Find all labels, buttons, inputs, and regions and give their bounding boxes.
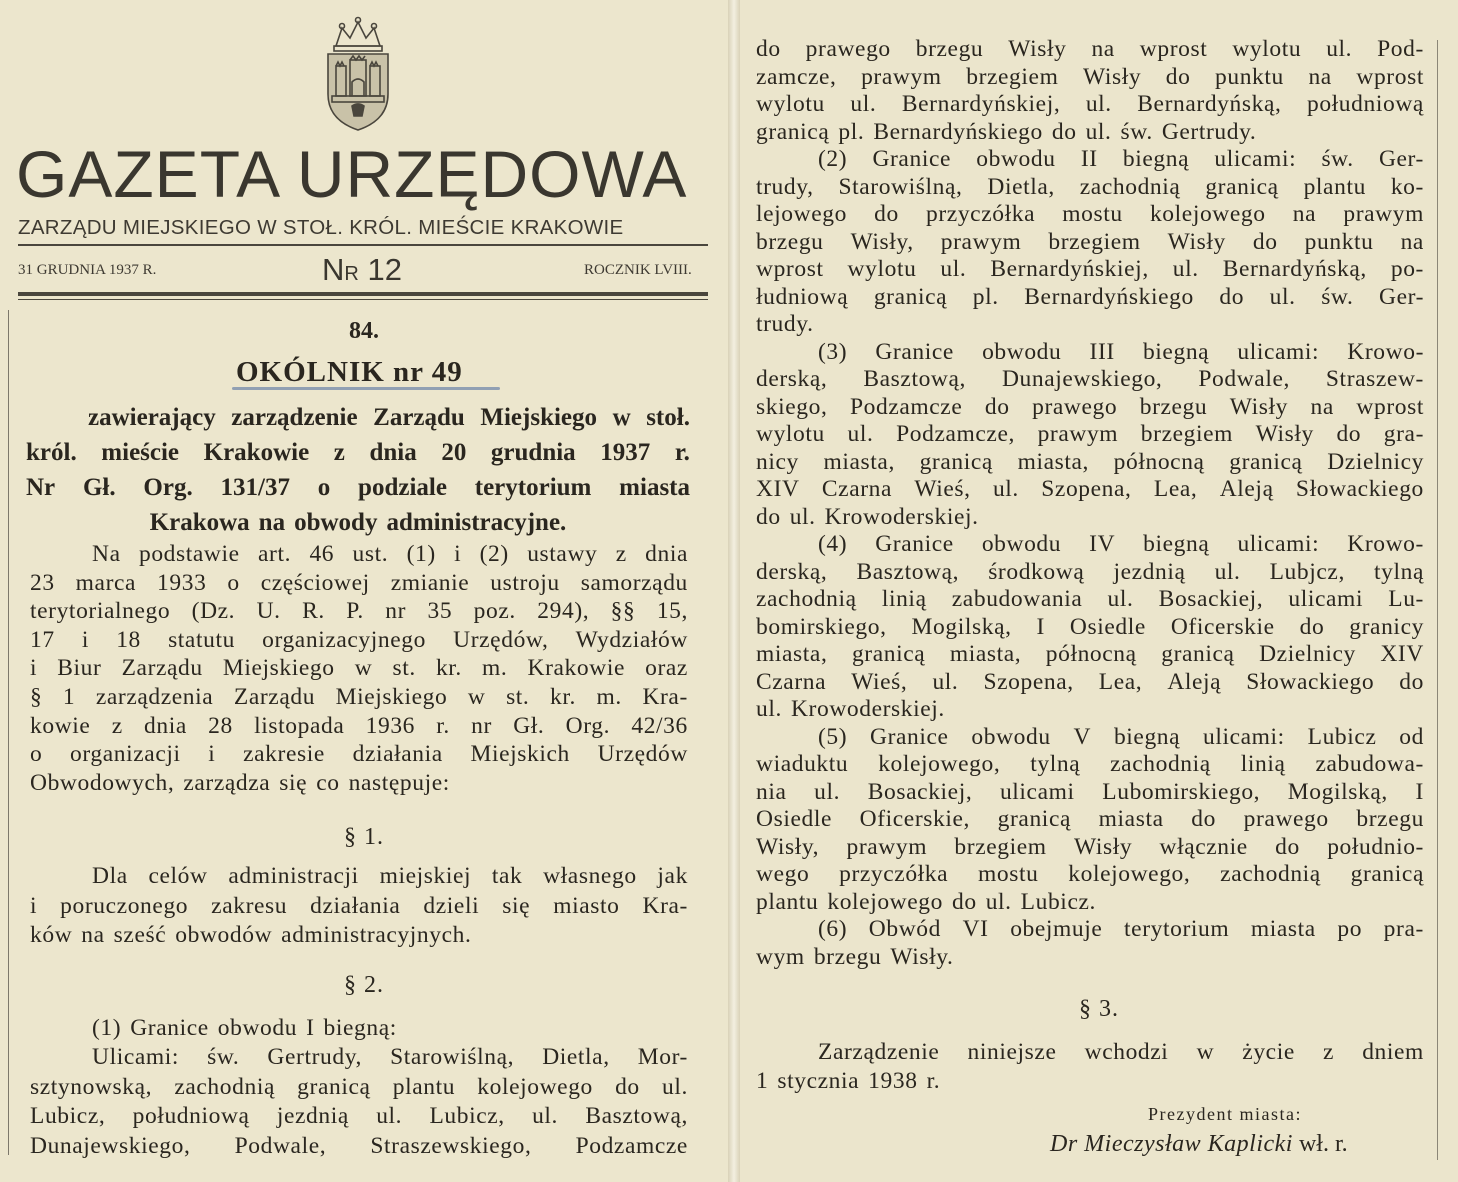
krakow-crest-icon: [322, 16, 394, 132]
text-line: (5) Granice obwodu V biegną ulicami: Lubicz od: [818, 723, 1424, 750]
text-line: 17 i 18 statutu organizacyjnego Urzędów, Wydziałów: [30, 626, 688, 653]
text-line: do ul. Krowoderskiej.: [756, 503, 979, 530]
text-line: (6) Obwód VI obejmuje terytorium miasta po pra-: [818, 916, 1424, 942]
text-line: Obwodowych, zarządza się co następuje:: [30, 769, 450, 796]
text-line: 1 stycznia 1938 r.: [756, 1068, 941, 1094]
section-3-body: [756, 1038, 1424, 1096]
text-line: (3) Granice obwodu III biegną ulicami: Krowo-: [818, 338, 1424, 365]
text-line: zachodnią linią zabudowania ul. Bosackiej, ulicami Lu-: [756, 586, 1424, 612]
text-line: (4) Granice obwodu IV biegną ulicami: Krowo-: [818, 531, 1424, 557]
masthead-title: GAZETA URZĘDOWA: [16, 137, 688, 211]
text-line: (1) Granice obwodu I biegną:: [92, 1015, 397, 1041]
text-line: łudniową granicą pl. Bernardyńskiego do ul. św. Ger-: [756, 283, 1424, 310]
article-subject: [26, 400, 690, 540]
text-line: Dla celów administracji miejskiej tak własnego jak: [92, 863, 688, 889]
text-line: Zarządzenie niniejsze wchodzi w życie z dniem: [818, 1039, 1424, 1065]
text-line: do prawego brzegu Wisły na wprost wylotu ul. Pod-: [756, 36, 1424, 62]
text-line: zawierający zarządzenie Zarządu Miejskiego w stoł.: [88, 404, 690, 431]
text-line: sztynowską, zachodnią granicą plantu kolejowego do ul.: [30, 1073, 688, 1100]
text-line: o organizacji i zakresie działania Miejskich Urzędów: [30, 741, 688, 768]
section-3-sign: § 3.: [1079, 996, 1119, 1022]
text-line: Dunajewskiego, Podwale, Straszewskiego, Podzamcze: [30, 1132, 688, 1159]
section-2-sign: § 2.: [344, 972, 384, 998]
issue-number-prefix: N: [322, 252, 345, 287]
text-line: wym brzegu Wisły.: [756, 943, 954, 970]
text-line: 23 marca 1933 o częściowej zmianie ustroju samorządu: [30, 569, 688, 596]
section-2-continued: [756, 36, 1424, 971]
signature-title: Prezydent miasta:: [1148, 1104, 1302, 1124]
signature-suffix: wł. r.: [1298, 1131, 1348, 1157]
text-line: Lubicz, południową jezdnią ul. Lubicz, ul. Basztową,: [30, 1103, 688, 1130]
signatory-name: Dr Mieczysław Kaplicki: [1050, 1131, 1293, 1157]
right-margin-line: [1437, 40, 1438, 1160]
text-line: bomirskiego, Mogilską, I Osiedle Oficerskie do granicy: [756, 613, 1424, 640]
text-line: brzegu Wisły, prawym brzegiem Wisły do punktu na: [756, 228, 1424, 255]
text-line: Na podstawie art. 46 ust. (1) i (2) ustawy z dnia: [92, 541, 688, 567]
text-line: wylotu ul. Bernardyńskiej, ul. Bernardyńską, południową: [756, 91, 1424, 117]
signature: [1050, 1131, 1348, 1158]
text-line: (2) Granice obwodu II biegną ulicami: św. Ger-: [818, 146, 1424, 172]
text-line: ków na sześć obwodów administracyjnych.: [30, 922, 472, 948]
text-line: Osiedle Oficerskie, granicą miasta do prawego brzegu: [756, 806, 1424, 832]
text-line: i poruczonego zakresu działania dzieli się miasto Kra-: [30, 892, 688, 919]
text-line: wiaduktu kolejowego, tylną zachodnią linią zabudowa-: [756, 751, 1424, 777]
text-line: wego przyczółka mostu kolejowego, zachodnią granicą: [756, 861, 1424, 887]
text-line: nia ul. Bosackiej, ulicami Lubomirskiego, Mogilską, I: [756, 778, 1424, 805]
text-line: kowie z dnia 28 listopada 1936 r. nr Gł. Org. 42/36: [30, 712, 688, 739]
preamble: [30, 540, 688, 797]
masthead-rule: [18, 244, 708, 246]
issue-volume: ROCZNIK LVIII.: [584, 262, 692, 278]
text-line: zamcze, prawym brzegiem Wisły do punktu na wprost: [756, 63, 1424, 90]
issue-number-value: 12: [367, 252, 402, 287]
text-line: trudy.: [756, 311, 814, 337]
page-gutter: [728, 0, 740, 1182]
text-line: terytorialnego (Dz. U. R. P. nr 35 poz. 294), §§ 15,: [30, 598, 688, 625]
text-line: trudy, Starowiślną, Dietla, zachodnią granicą plantu ko-: [756, 173, 1424, 200]
text-line: Krakowa na obwody administracyjne.: [149, 509, 567, 536]
text-line: plantu kolejowego do ul. Lubicz.: [756, 888, 1096, 915]
section-1-sign: § 1.: [344, 824, 384, 850]
text-line: miasta, granicą miasta, północną granicą Dzielnicy XIV: [756, 641, 1424, 667]
masthead-subtitle: ZARZĄDU MIEJSKIEGO W STOŁ. KRÓL. MIEŚCIE KRAKOWIE: [18, 216, 624, 239]
masthead-thin-rule: [18, 299, 708, 300]
text-line: Nr Gł. Org. 131/37 o podziale terytorium miasta: [26, 474, 690, 501]
text-line: nicy miasta, granicą miasta, północną granicą Dzielnicy: [756, 448, 1424, 475]
text-line: król. mieście Krakowie z dnia 20 grudnia 1937 r.: [26, 439, 690, 466]
section-2-body: [30, 1014, 688, 1161]
text-line: Ulicami: św. Gertrudy, Starowiślną, Dietla, Mor-: [92, 1044, 688, 1071]
article-number: 84.: [349, 318, 379, 344]
text-line: derską, Basztową, środkową jezdnią ul. Lubjcz, tylną: [756, 558, 1424, 585]
section-1-body: [30, 862, 688, 951]
left-margin-line: [8, 310, 9, 1155]
text-line: lejowego do przyczółka mostu kolejowego na prawym: [756, 201, 1424, 227]
text-line: wprost wylotu ul. Bernardyńskiej, ul. Bernardyńską, po-: [756, 256, 1424, 282]
text-line: wylotu ul. Podzamcze, prawym brzegiem Wisły do gra-: [756, 421, 1424, 447]
text-line: Wisły, prawym brzegiem Wisły włącznie do południo-: [756, 833, 1424, 860]
text-line: XIV Czarna Wieś, ul. Szopena, Lea, Aleją Słowackiego: [756, 476, 1424, 502]
text-line: Czarna Wieś, ul. Szopena, Lea, Aleją Słowackiego do: [756, 668, 1424, 695]
text-line: granicą pl. Bernardyńskiego do ul. św. Gertrudy.: [756, 118, 1257, 145]
text-line: § 1 zarządzenia Zarządu Miejskiego w st. kr. m. Kra-: [30, 683, 688, 710]
text-line: i Biur Zarządu Miejskiego w st. kr. m. Krakowie oraz: [30, 655, 688, 682]
text-line: ul. Krowoderskiej.: [756, 696, 945, 722]
masthead-double-rule: [18, 292, 708, 296]
text-line: skiego, Podzamcze do prawego brzegu Wisły na wprost: [756, 393, 1424, 420]
issue-number: [322, 252, 402, 288]
text-line: derską, Basztową, Dunajewskiego, Podwale, Straszew-: [756, 366, 1424, 392]
issue-number-prefix-small: R: [344, 263, 359, 285]
issue-date: 31 GRUDNIA 1937 R.: [18, 262, 157, 278]
article-title: OKÓLNIK nr 49: [236, 356, 463, 388]
